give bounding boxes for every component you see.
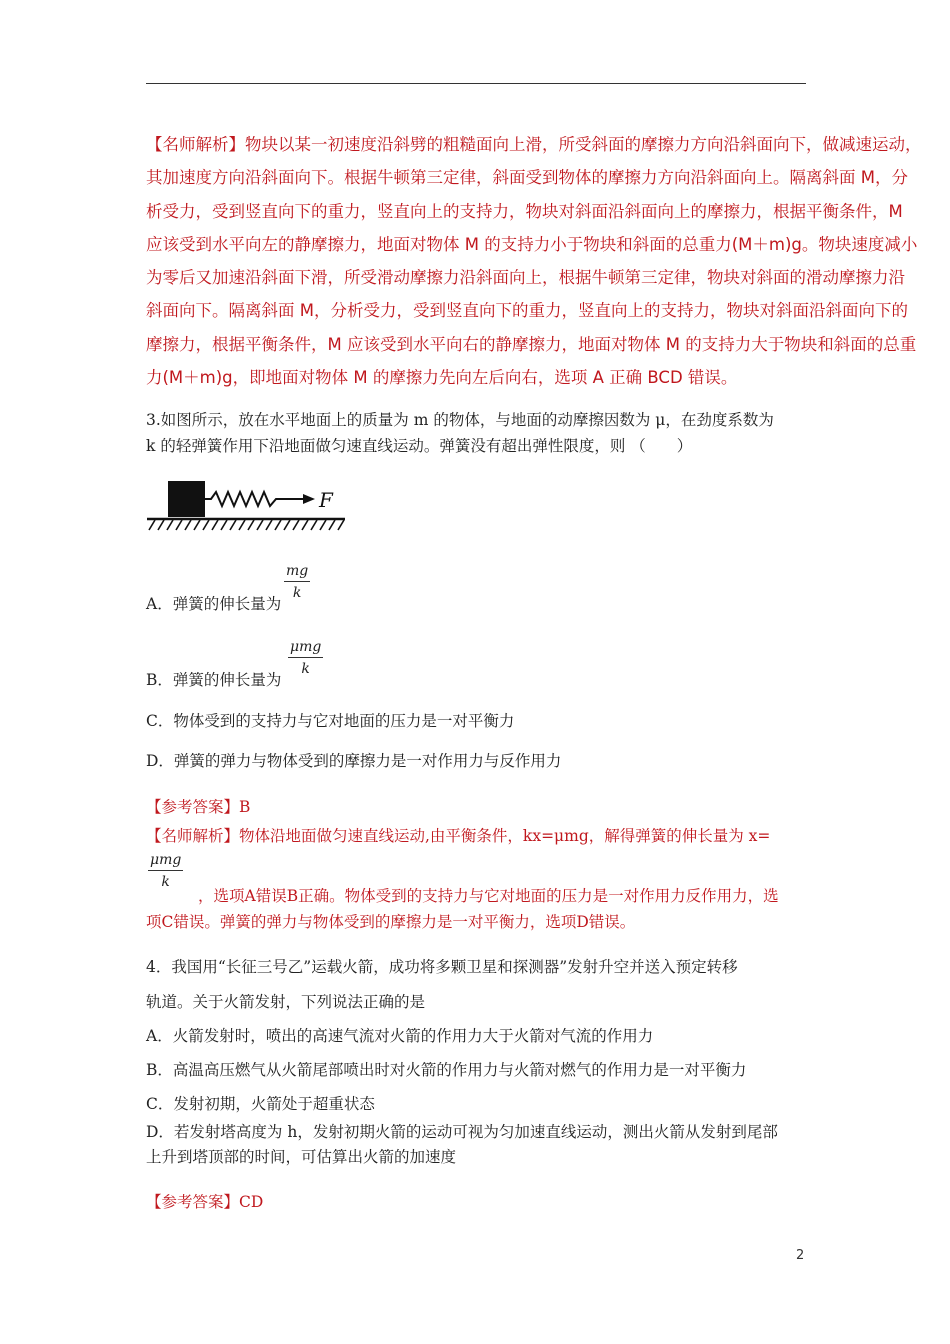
fraction-denominator: k — [161, 874, 170, 890]
header-rule — [146, 83, 806, 84]
q3-answer: 【参考答案】B — [146, 798, 251, 816]
q3-stem-line1: 3.如图所示，放在水平地面上的质量为 m 的物体，与地面的动摩擦因数为 μ，在劲度系数为 — [146, 411, 774, 429]
fraction-denominator: k — [292, 585, 302, 601]
q4-option-d-line2: 上升到塔顶部的时间，可估算出火箭的加速度 — [146, 1148, 457, 1166]
analysis-line: 力(M＋m)g，即地面对物体 M 的摩擦力先向左后向右，选项 A 正确 BCD 错误。 — [146, 368, 738, 388]
analysis-line: 应该受到水平向左的静摩擦力，地面对物体 M 的支持力小于物块和斜面的总重力(M＋m)g。物块速度减小 — [146, 234, 918, 254]
q4-option-a: A．火箭发射时，喷出的高速气流对火箭的作用力大于火箭对气流的作用力 — [146, 1027, 654, 1045]
analysis-line: 为零后又加速沿斜面下滑，所受滑动摩擦力沿斜面向上，根据牛顿第三定律，物块对斜面的滑动摩擦力沿 — [146, 268, 905, 288]
q4-answer: 【参考答案】CD — [146, 1193, 264, 1211]
q3-analysis-fraction — [148, 852, 183, 890]
fraction-denominator: k — [301, 661, 310, 677]
force-label: F — [319, 488, 333, 512]
page-number: 2 — [796, 1248, 805, 1263]
fraction-numerator: mg — [284, 563, 310, 582]
q4-option-b: B．高温高压燃气从火箭尾部喷出时对火箭的作用力与火箭对燃气的作用力是一对平衡力 — [146, 1061, 747, 1079]
analysis-line: 析受力，受到竖直向下的重力，竖直向上的支持力，物块对斜面沿斜面向上的摩擦力，根据平衡条件，M — [146, 201, 903, 221]
q3-option-a: A．弹簧的伸长量为 — [146, 595, 282, 613]
q3-option-b-fraction — [288, 639, 323, 677]
spring — [205, 492, 303, 506]
ground-hatching — [149, 520, 344, 530]
analysis-line: 其加速度方向沿斜面向下。根据牛顿第三定律，斜面受到物体的摩擦力方向沿斜面向上。隔离斜面 M，分 — [146, 168, 908, 188]
q4-option-c: C．发射初期，火箭处于超重状态 — [146, 1095, 375, 1113]
q3-analysis-line1: 【名师解析】物体沿地面做匀速直线运动,由平衡条件，kx=μmg，解得弹簧的伸长量为 x= — [146, 827, 771, 845]
analysis-line: 斜面向下。隔离斜面 M，分析受力，受到竖直向下的重力，竖直向上的支持力，物块对斜面沿斜面向下的 — [146, 301, 908, 321]
q3-analysis-line3: 项C错误。弹簧的弹力与物体受到的摩擦力是一对平衡力，选项D错误。 — [146, 913, 636, 931]
q3-option-b: B．弹簧的伸长量为 — [146, 671, 282, 689]
analysis-previous-question — [146, 128, 932, 394]
q4-stem-line1: 4．我国用“长征三号乙”运载火箭，成功将多颗卫星和探测器”发射升空并送入预定转移 — [146, 958, 738, 976]
analysis-line: 【名师解析】物块以某一初速度沿斜劈的粗糙面向上滑，所受斜面的摩擦力方向沿斜面向下，做减速运动， — [146, 135, 922, 154]
block — [168, 481, 205, 517]
q3-option-c: C．物体受到的支持力与它对地面的压力是一对平衡力 — [146, 712, 515, 730]
analysis-line: 摩擦力，根据平衡条件，M 应该受到水平向右的静摩擦力，地面对物体 M 的支持力大于物块和斜面的总重 — [146, 334, 917, 354]
force-arrowhead — [303, 494, 315, 504]
q3-option-a-fraction — [284, 563, 310, 601]
q4-option-d-line1: D．若发射塔高度为 h，发射初期火箭的运动可视为匀加速直线运动，测出火箭从发射到尾部 — [146, 1123, 778, 1141]
q4-stem-line2: 轨道。关于火箭发射，下列说法正确的是 — [146, 993, 426, 1011]
fraction-numerator: μmg — [288, 639, 323, 658]
q3-option-d: D．弹簧的弹力与物体受到的摩擦力是一对作用力与反作用力 — [146, 752, 562, 770]
q3-analysis-line2: ，选项A错误B正确。物体受到的支持力与它对地面的压力是一对作用力反作用力，选 — [198, 887, 779, 905]
fraction-numerator: μmg — [148, 852, 183, 871]
q3-figure-block-spring — [145, 478, 350, 534]
q3-stem-line2: k 的轻弹簧作用下沿地面做匀速直线运动。弹簧没有超出弹性限度，则 （ ） — [146, 437, 693, 455]
